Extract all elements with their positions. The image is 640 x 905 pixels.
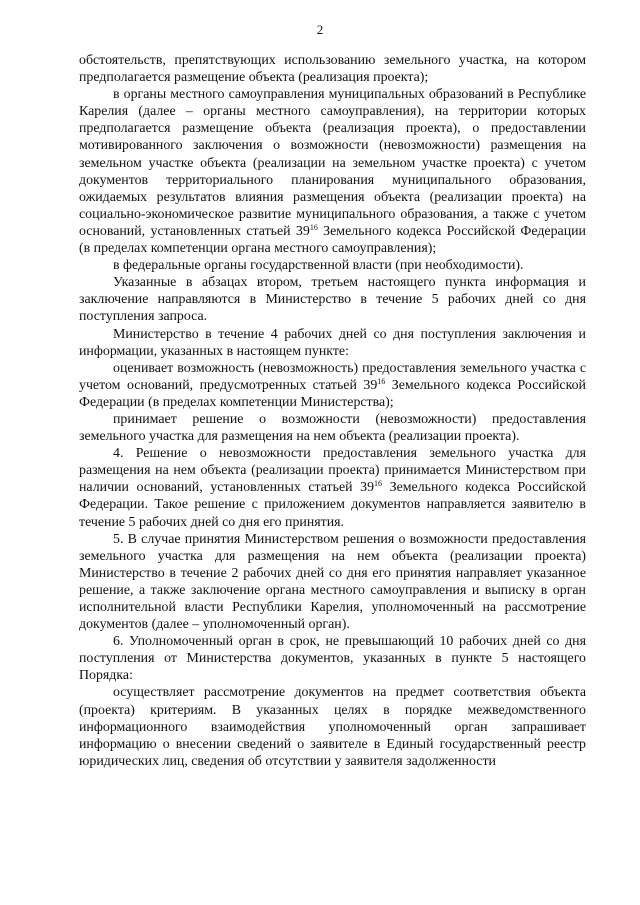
text-segment: осуществляет рассмотрение документов на предмет соответствия объекта (проекта) критериям. В указанных целях в порядке межведомственного информационного взаимодействия уполномоченный орган запрашивает информацию о внесении сведений о заявителе в Единый государственный реестр юридических лиц, сведения об отсутствии у заявителя задолженности [79, 685, 586, 769]
superscript: 16 [309, 222, 318, 232]
superscript: 16 [374, 479, 383, 489]
text-segment: в федеральные органы государственной власти (при необходимости). [113, 258, 524, 274]
text-segment: оценивает возможность (невозможность) предоставления земельного участка с учетом оснований, предусмотренных статьей 39 [79, 360, 586, 393]
paragraph [79, 531, 586, 634]
text-segment: Земельного кодекса Российской Федерации (в пределах компетенции Министерства); [79, 377, 586, 410]
text-segment: 4. Решение о невозможности предоставления земельного участка для размещения на нем объекта (реализации проекта) принимается Министерством при наличии оснований, установленных статьей 39 [79, 446, 586, 496]
paragraph [79, 684, 586, 769]
paragraph [79, 52, 586, 86]
text-segment: Министерство в течение 4 рабочих дней со дня поступления заключения и информации, указанных в настоящем пункте: [79, 326, 586, 359]
paragraph [79, 274, 586, 325]
text-segment: Земельного кодекса Российской Федерации (в пределах компетенции органа местного самоуправления); [79, 223, 586, 257]
paragraph [79, 86, 586, 257]
text-segment: Указанные в абзацах втором, третьем настоящего пункта информация и заключение направляются в Министерство в течение 5 рабочих дней со дня поступления запроса. [79, 275, 586, 325]
text-segment: Земельного кодекса Российской Федерации. Такое решение с приложением документов направляется заявителю в течение 5 рабочих дней со дня его принятия. [79, 480, 586, 530]
paragraph [79, 257, 586, 274]
paragraph [79, 360, 586, 411]
text-segment: принимает решение о возможности (невозможности) предоставления земельного участка для размещения на нем объекта (реализации проекта). [79, 411, 586, 445]
page-number: 2 [316, 22, 324, 37]
text-segment: в органы местного самоуправления муниципальных образований в Республике Карелия (далее – органы местного самоуправления), на территории которых предполагается размещение объекта (реализация проекта), о предоставлении мотивированного заключения о возможности (невозможности) размещения на земельном участке объекта (реализации на земельном участке проекта) с учетом документов территориального планирования муниципального образования, ожидаемых результатов влияния размещения объекта (реализации проекта) на социально-экономическое развитие муниципального образования, а также с учетом оснований, установленных статьей 39 [79, 87, 586, 239]
paragraph [79, 411, 586, 445]
paragraph [79, 633, 586, 684]
document-body [79, 52, 586, 770]
paragraph [79, 445, 586, 530]
text-segment: 6. Уполномоченный орган в срок, не превышающий 10 рабочих дней со дня поступления от Министерства документов, указанных в пункте 5 настоящего Порядка: [79, 634, 586, 684]
superscript: 16 [377, 376, 386, 386]
paragraph [79, 326, 586, 360]
text-segment: обстоятельств, препятствующих использованию земельного участка, на котором предполагается размещение объекта (реализация проекта); [79, 53, 586, 86]
text-segment: 5. В случае принятия Министерством решения о возможности предоставления земельного участка для размещения на нем объекта (реализации проекта) Министерство в течение 2 рабочих дней со дня его принятия направляет указанное решение, а также заключение органа местного самоуправления и выписку в орган исполнительной власти Республики Карелия, уполномоченный на рассмотрение документов (далее – уполномоченный орган). [79, 531, 586, 633]
